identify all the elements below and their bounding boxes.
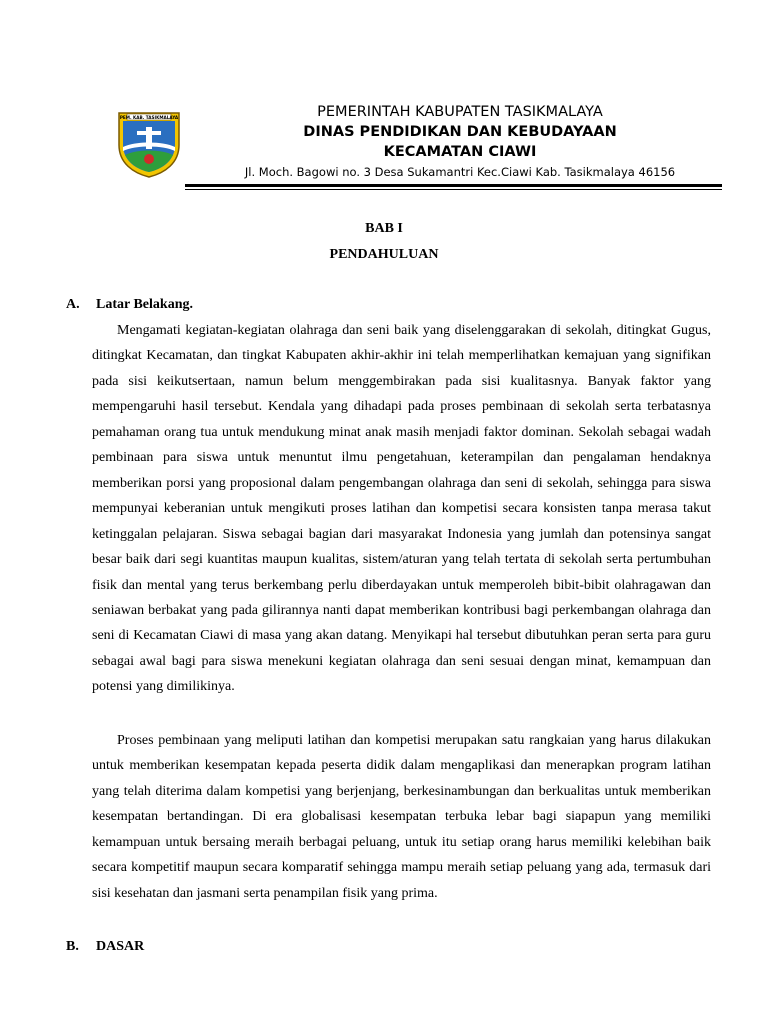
paragraph: Proses pembinaan yang meliputi latihan dan kompetisi merupakan satu rangkaian yang harus dilakukan untuk memberikan kesempatan kepada peserta didik dalam mengaplikasi dan menerapkan program latihan yang telah diterima dalam kompetisi yang berjenjang, berkesinambungan dan berkualitas untuk memberikan kesempatan bertandingan. Di era globalisasi kesempatan terbuka lebar bagi siapapun yang memiliki kemampuan untuk bersaing meraih berbagai peluang, untuk itu setiap orang harus memiliki kelebihan baik secara kompetitif maupun secara komparatif sehingga mampu meraih setiap peluang yang ada, termasuk dari sisi kesehatan dan jasmani serta penampilan fisik yang prima.: [92, 733, 711, 901]
paragraph: Mengamati kegiatan-kegiatan olahraga dan seni baik yang diselenggarakan di sekolah, ditingkat Gugus, ditingkat Kecamatan, dan tingkat Kabupaten akhir-akhir ini telah memperlihatkan kemajuan yang signifikan pada sisi keikutsertaan, namun belum menggembirakan pada sisi kualitasnya. Banyak faktor yang mempengaruhi hasil tersebut. Kendala yang dihadapi pada proses pembinaan di sekolah serta terbatasnya pemahaman orang tua untuk mendukung minat anak masih menjadi faktor dominan. Sekolah sebagai wadah pembinaan para siswa untuk menuntut ilmu pengetahuan, keterampilan dan pengalaman hendaknya memberikan porsi yang proposional dalam pengembangan olahraga dan seni di sekolah, sehingga para siswa mempunyai keberanian untuk mengikuti proses latihan dan kompetisi secara konsisten tanpa merasa takut ketinggalan pelajaran. Siswa sebagai bagian dari masyarakat Indonesia yang jumlah dan potensinya sangat besar baik dari segi kuantitas maupun kualitas, sistem/aturan yang telah tertata di sekolah serta pertumbuhan fisik dan mental yang terus berkembang perlu diberdayakan untuk memperoleh bibit-bibit olahragawan dan seniawan berbakat yang pada gilirannya nanti dapat memberikan kontribusi bagi perkembangan olahraga dan seni di Kecamatan Ciawi di masa yang akan datang. Menyikapi hal tersebut dibutuhkan peran serta para guru sebagai awal bagi para siswa menekuni kegiatan olahraga dan seni sesuai dengan minat, kemampuan dan potensi yang dimilikinya.: [92, 323, 711, 695]
chapter-title: PENDAHULUAN: [329, 247, 439, 262]
regency-logo: [113, 103, 185, 178]
district-name: KECAMATAN CIAWI: [383, 144, 537, 160]
letterhead: [200, 102, 720, 181]
address: Jl. Moch. Bagowi no. 3 Desa Sukamantri Kec.Ciawi Kab. Tasikmalaya 46156: [244, 165, 676, 179]
logo-text: PEM. KAB. TASIKMALAYA: [119, 115, 179, 120]
section-label: A.: [66, 297, 80, 312]
section-title: DASAR: [96, 939, 145, 954]
section-heading-b: [66, 939, 144, 955]
section-title: Latar Belakang.: [96, 297, 193, 312]
section-label: B.: [66, 939, 79, 954]
government-name: PEMERINTAH KABUPATEN TASIKMALAYA: [317, 104, 603, 120]
letterhead-divider: [185, 184, 722, 187]
agency-name: DINAS PENDIDIKAN DAN KEBUDAYAAN: [303, 124, 617, 140]
chapter-number: BAB I: [365, 221, 403, 236]
letterhead-divider-thin: [185, 189, 722, 190]
section-heading-a: [66, 297, 193, 313]
